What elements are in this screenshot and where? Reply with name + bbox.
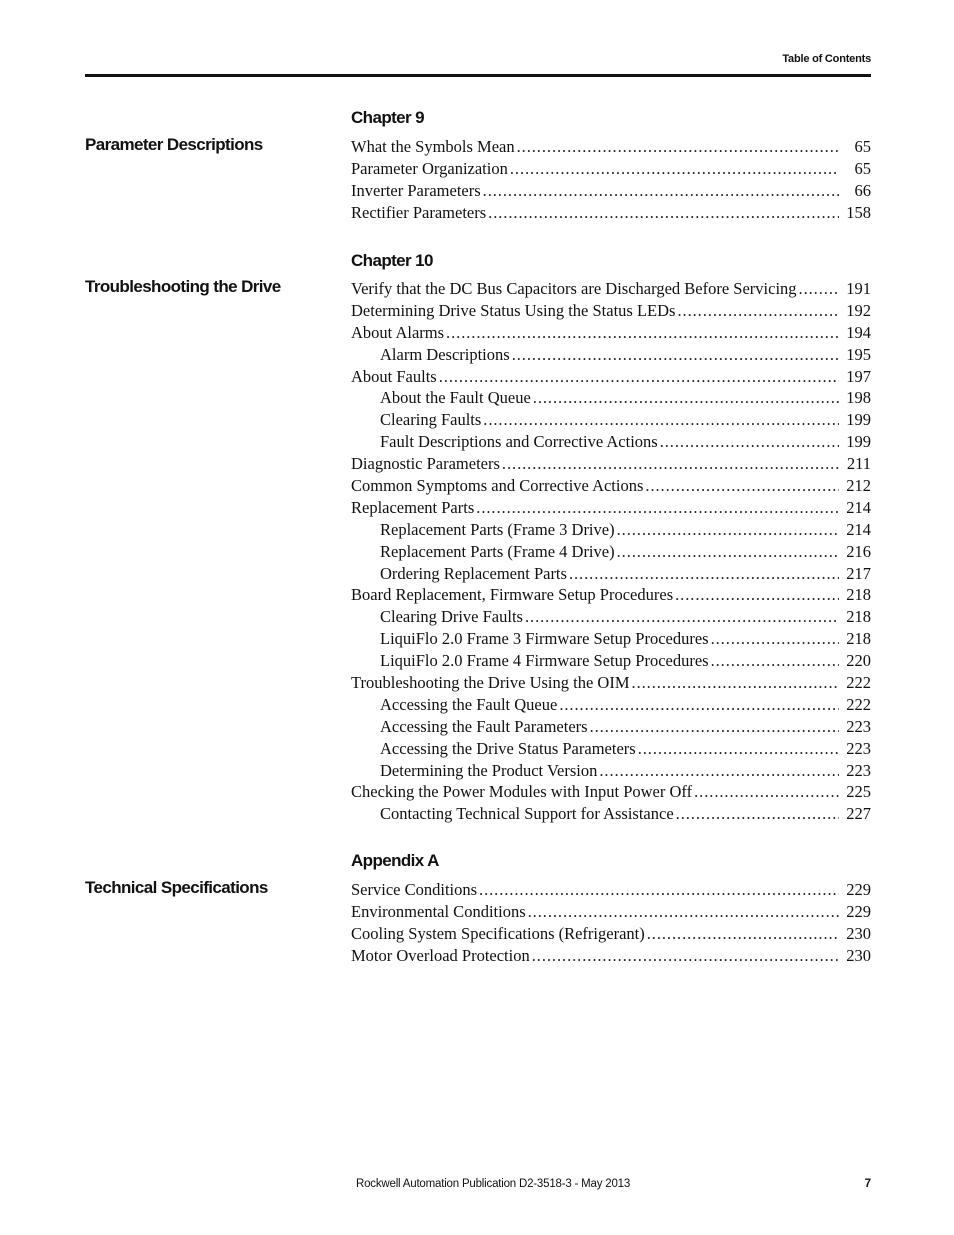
toc-entry[interactable] — [351, 945, 871, 967]
toc-entry[interactable] — [351, 278, 871, 300]
toc-entry-page-number: 65 — [854, 158, 871, 178]
toc-entry-page-number: 65 — [854, 137, 871, 156]
dot-leader — [675, 584, 839, 606]
toc-entry[interactable] — [351, 694, 871, 716]
footer-publication: Rockwell Automation Publication D2-3518-3 - May 2013 — [356, 1178, 631, 1190]
dot-leader — [638, 738, 839, 760]
chapter-label: Appendix A — [351, 851, 439, 870]
toc-entry-label: Parameter Organization — [351, 158, 508, 178]
toc-entry[interactable] — [351, 803, 871, 825]
toc-entry-label: Accessing the Fault Queue — [380, 694, 558, 714]
toc-entry-label: Determining Drive Status Using the Status LEDs — [351, 300, 676, 320]
toc-entry[interactable] — [351, 158, 871, 180]
toc-entry-label: Diagnostic Parameters — [351, 454, 500, 474]
toc-entry-page-number: 216 — [846, 541, 871, 561]
toc-entry[interactable] — [351, 584, 871, 606]
toc-entry-label: LiquiFlo 2.0 Frame 3 Firmware Setup Procedures — [380, 629, 709, 649]
toc-entry[interactable] — [351, 923, 871, 945]
chapter-label: Chapter 10 — [351, 251, 433, 270]
dot-leader — [676, 803, 839, 825]
section-title: Technical Specifications — [85, 878, 268, 897]
toc-entry-label: Clearing Faults — [380, 410, 482, 430]
dot-leader — [711, 628, 839, 650]
toc-entry-page-number: 197 — [846, 366, 871, 386]
toc-entry-page-number: 198 — [846, 388, 871, 408]
toc-entry-page-number: 212 — [846, 476, 871, 496]
toc-entry[interactable] — [351, 322, 871, 344]
dot-leader — [599, 760, 839, 782]
toc-entry-page-number: 158 — [846, 202, 871, 222]
toc-entry-label: Inverter Parameters — [351, 180, 481, 200]
toc-entry-label: Determining the Product Version — [380, 760, 598, 780]
dot-leader — [711, 650, 839, 672]
dot-leader — [517, 136, 839, 158]
dot-leader — [483, 180, 839, 202]
toc-entry-page-number: 229 — [846, 880, 871, 899]
toc-entry-page-number: 194 — [846, 322, 871, 342]
toc-entry-list — [351, 879, 871, 967]
toc-entry-page-number: 230 — [846, 923, 871, 943]
dot-leader — [617, 541, 839, 563]
dot-leader — [488, 202, 839, 224]
toc-entry-page-number: 66 — [854, 180, 871, 200]
dot-leader — [799, 278, 839, 300]
dot-leader — [532, 945, 839, 967]
toc-entry[interactable] — [351, 606, 871, 628]
section-title: Troubleshooting the Drive — [85, 277, 281, 296]
dot-leader — [533, 387, 839, 409]
dot-leader — [446, 322, 839, 344]
toc-entry-page-number: 218 — [846, 607, 871, 627]
toc-entry-page-number: 218 — [846, 629, 871, 649]
toc-entry-page-number: 211 — [846, 454, 871, 474]
dot-leader — [528, 901, 839, 923]
toc-entry-label: Board Replacement, Firmware Setup Procedures — [351, 585, 674, 605]
toc-entry-label: Checking the Power Modules with Input Power Off — [351, 782, 693, 802]
toc-entry-label: Clearing Drive Faults — [380, 607, 523, 627]
toc-entry-list — [351, 278, 871, 825]
toc-entry-page-number: 191 — [846, 279, 871, 298]
toc-entry-label: Service Conditions — [351, 880, 478, 899]
toc-entry-label: LiquiFlo 2.0 Frame 4 Firmware Setup Procedures — [380, 651, 709, 671]
dot-leader — [512, 344, 839, 366]
toc-entry[interactable] — [351, 136, 871, 158]
toc-entry-label: Ordering Replacement Parts — [380, 563, 567, 583]
dot-leader — [590, 716, 839, 738]
toc-entry[interactable] — [351, 344, 871, 366]
toc-entry-label: Alarm Descriptions — [380, 344, 510, 364]
dot-leader — [502, 453, 839, 475]
toc-entry-page-number: 223 — [846, 738, 871, 758]
toc-entry[interactable] — [351, 563, 871, 585]
dot-leader — [647, 923, 839, 945]
toc-entry-label: Contacting Technical Support for Assistance — [380, 804, 674, 824]
toc-entry[interactable] — [351, 180, 871, 202]
toc-entry-page-number: 199 — [846, 432, 871, 452]
toc-entry-label: Rectifier Parameters — [351, 202, 487, 222]
toc-entry[interactable] — [351, 409, 871, 431]
toc-entry-page-number: 214 — [846, 519, 871, 539]
toc-entry[interactable] — [351, 387, 871, 409]
toc-entry[interactable] — [351, 497, 871, 519]
dot-leader — [476, 497, 839, 519]
toc-entry-page-number: 223 — [846, 760, 871, 780]
toc-entry[interactable] — [351, 366, 871, 388]
toc-entry-label: Replacement Parts (Frame 4 Drive) — [380, 541, 615, 561]
toc-entry[interactable] — [351, 431, 871, 453]
toc-entry[interactable] — [351, 453, 871, 475]
toc-entry-label: Environmental Conditions — [351, 901, 526, 921]
toc-entry-page-number: 214 — [846, 497, 871, 517]
dot-leader — [617, 519, 839, 541]
dot-leader — [632, 672, 839, 694]
toc-entry-label: Accessing the Fault Parameters — [380, 716, 588, 736]
toc-entry-label: Troubleshooting the Drive Using the OIM — [351, 673, 630, 693]
toc-entry[interactable] — [351, 202, 871, 224]
toc-entry-page-number: 222 — [846, 673, 871, 693]
toc-entry-page-number: 223 — [846, 716, 871, 736]
chapter-label: Chapter 9 — [351, 108, 425, 127]
dot-leader — [694, 781, 839, 803]
toc-entry-label: About Alarms — [351, 322, 445, 342]
dot-leader — [569, 563, 839, 585]
toc-entry-label: Fault Descriptions and Corrective Actions — [380, 432, 658, 452]
dot-leader — [483, 409, 839, 431]
toc-entry-label: Accessing the Drive Status Parameters — [380, 738, 636, 758]
toc-entry-list — [351, 136, 871, 224]
toc-entry-label: What the Symbols Mean — [351, 137, 515, 156]
toc-entry[interactable] — [351, 672, 871, 694]
dot-leader — [645, 475, 839, 497]
toc-entry[interactable] — [351, 628, 871, 650]
toc-entry[interactable] — [351, 716, 871, 738]
toc-entry-page-number: 195 — [846, 344, 871, 364]
toc-entry[interactable] — [351, 879, 871, 901]
header-rule — [85, 74, 871, 77]
toc-entry[interactable] — [351, 475, 871, 497]
toc-entry-page-number: 218 — [846, 585, 871, 605]
toc-entry-page-number: 222 — [846, 694, 871, 714]
toc-entry[interactable] — [351, 650, 871, 672]
toc-entry[interactable] — [351, 541, 871, 563]
toc-entry[interactable] — [351, 519, 871, 541]
toc-entry-label: Replacement Parts (Frame 3 Drive) — [380, 519, 615, 539]
dot-leader — [559, 694, 839, 716]
toc-entry-page-number: 192 — [846, 300, 871, 320]
toc-entry-label: Motor Overload Protection — [351, 945, 530, 965]
dot-leader — [479, 879, 839, 901]
toc-entry-page-number: 227 — [846, 804, 871, 824]
dot-leader — [510, 158, 839, 180]
toc-entry-page-number: 230 — [846, 945, 871, 965]
toc-entry-page-number: 220 — [846, 651, 871, 671]
footer-page-number: 7 — [864, 1178, 871, 1190]
dot-leader — [677, 300, 839, 322]
dot-leader — [439, 366, 839, 388]
toc-entry[interactable] — [351, 738, 871, 760]
toc-entry-label: Cooling System Specifications (Refrigerant) — [351, 923, 645, 943]
dot-leader — [525, 606, 839, 628]
toc-entry[interactable] — [351, 781, 871, 803]
toc-entry-label: Common Symptoms and Corrective Actions — [351, 476, 644, 496]
section-title: Parameter Descriptions — [85, 135, 263, 154]
toc-entry-page-number: 229 — [846, 901, 871, 921]
toc-entry-label: Verify that the DC Bus Capacitors are Discharged Before Servicing — [351, 279, 797, 298]
toc-entry-label: Replacement Parts — [351, 497, 475, 517]
toc-entry-page-number: 199 — [846, 410, 871, 430]
toc-entry[interactable] — [351, 300, 871, 322]
toc-entry-page-number: 225 — [846, 782, 871, 802]
toc-entry[interactable] — [351, 760, 871, 782]
toc-entry-label: About the Fault Queue — [380, 388, 531, 408]
running-header-title: Table of Contents — [782, 53, 871, 65]
toc-entry-label: About Faults — [351, 366, 437, 386]
dot-leader — [660, 431, 839, 453]
toc-entry[interactable] — [351, 901, 871, 923]
toc-entry-page-number: 217 — [846, 563, 871, 583]
